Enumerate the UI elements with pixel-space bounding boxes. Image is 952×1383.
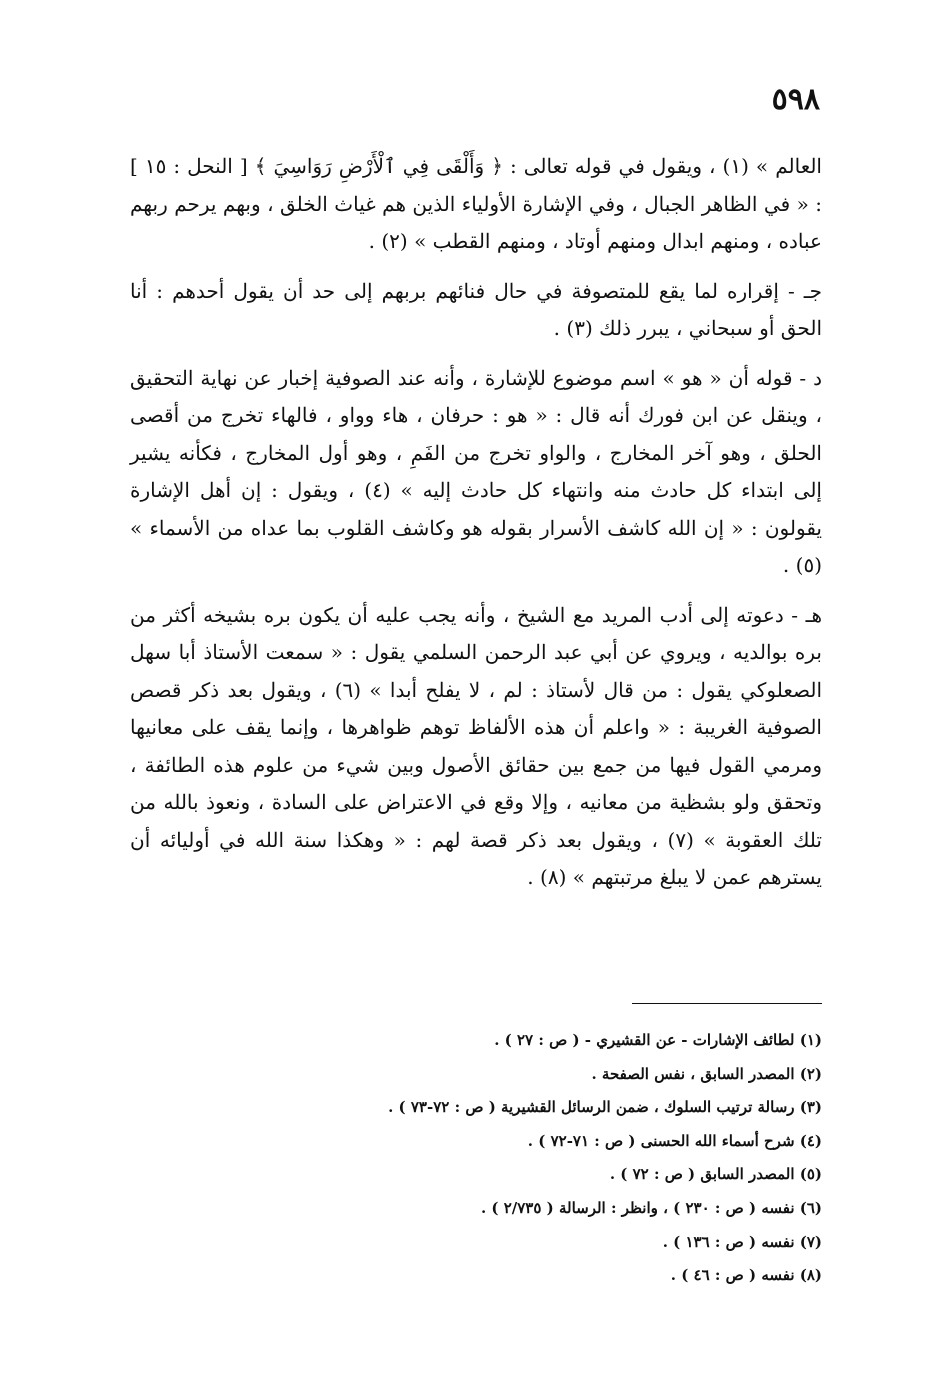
footnote-item: (٥) المصدر السابق ( ص : ٧٢ ) . bbox=[609, 1165, 822, 1184]
footnote-item: (٣) رسالة ترتيب السلوك ، ضمن الرسائل القشيرية ( ص : ٧٢-٧٣ ) . bbox=[388, 1098, 822, 1117]
footnote-item: (٨) نفسه ( ص : ٤٦ ) . bbox=[670, 1266, 822, 1285]
footnote-item: (١) لطائف الإشارات - عن القشيري - ( ص : ٢٧ ) . bbox=[494, 1031, 822, 1049]
footnote-divider bbox=[632, 1003, 822, 1004]
footnotes-list bbox=[130, 1024, 822, 1293]
footnote-item: (٧) نفسه ( ص : ١٣٦ ) . bbox=[662, 1232, 822, 1251]
footnote-item: (٤) شرح أسماء الله الحسنى ( ص : ٧١-٧٢ ) . bbox=[527, 1131, 822, 1150]
paragraph: جـ - إقراره لما يقع للمتصوفة في حال فنائهم بربهم إلى حد أن يقول أحدهم : أنا الحق أو سبحاني ، يبرر ذلك (٣) . bbox=[130, 278, 822, 340]
paragraph: د - قوله أن « هو » اسم موضوع للإشارة ، وأنه عند الصوفية إخبار عن نهاية التحقيق ، وينقل عن ابن فورك أنه قال : « هو : حرفان ، هاء وواو ، فالهاء تخرج من أقصى الحلق ، وهو آخر المخارج ، والواو تخرج من الفَمِ ، وهو أول المخارج ، فكأنه يشير إلى ابتداء كل حادث منه وانتهاء كل حادث إليه » (٤) ، ويقول : إن أهل الإشارة يقولون : « إن الله كاشف الأسرار بقوله هو وكاشف القلوب بما عداه من الأسماء » (٥) . bbox=[130, 365, 822, 577]
footnote-item: (٢) المصدر السابق ، نفس الصفحة . bbox=[591, 1064, 822, 1083]
page-number: ٥٩٨ bbox=[771, 82, 820, 117]
paragraph: العالم » (١) ، ويقول في قوله تعالى : ﴿ وَأَلْقَى فِي ٱلْأَرْضِ رَوَاسِيَ ﴾ [ النحل : ١٥ ] : « في الظاهر الجبال ، وفي الإشارة الأولياء الذين هم غياث الخلق ، وبهم يرحم ربهم عباده ، ومنهم ابدال ومنهم أوتاد ، ومنهم القطب » (٢) . bbox=[130, 154, 822, 253]
paragraph: هـ - دعوته إلى أدب المريد مع الشيخ ، وأنه يجب عليه أن يكون بره بشيخه أكثر من بره بوالديه ، ويروي عن أبي عبد الرحمن السلمي يقول : « سمعت الأستاذ أبا سهل الصعلوكي يقول : من قال لأستاذ : لم ، لا يفلح أبدا » (٦) ، ويقول بعد ذكر قصص الصوفية الغريبة : « واعلم أن هذه الألفاظ توهم ظواهرها ، وإنما يقف على معانيها ومرمي القول فيها من جمع بين حقائق الأصول وبين شيء من علوم هذه الطائفة ، وتحقق ولو بشظية من معانيه ، وإلا وقع في الاعتراض على السادة ، ونعوذ بالله من تلك العقوبة » (٧) ، ويقول بعد ذكر قصة لهم : « وهكذا سنة الله في أوليائه أن يسترهم عمن لا يبلغ مرتبتهم » (٨) . bbox=[130, 602, 822, 889]
main-text bbox=[130, 148, 822, 909]
footnote-item: (٦) نفسه ( ص : ٢٣٠ ) ، وانظر : الرسالة ( ٢/٧٣٥ ) . bbox=[480, 1198, 822, 1217]
